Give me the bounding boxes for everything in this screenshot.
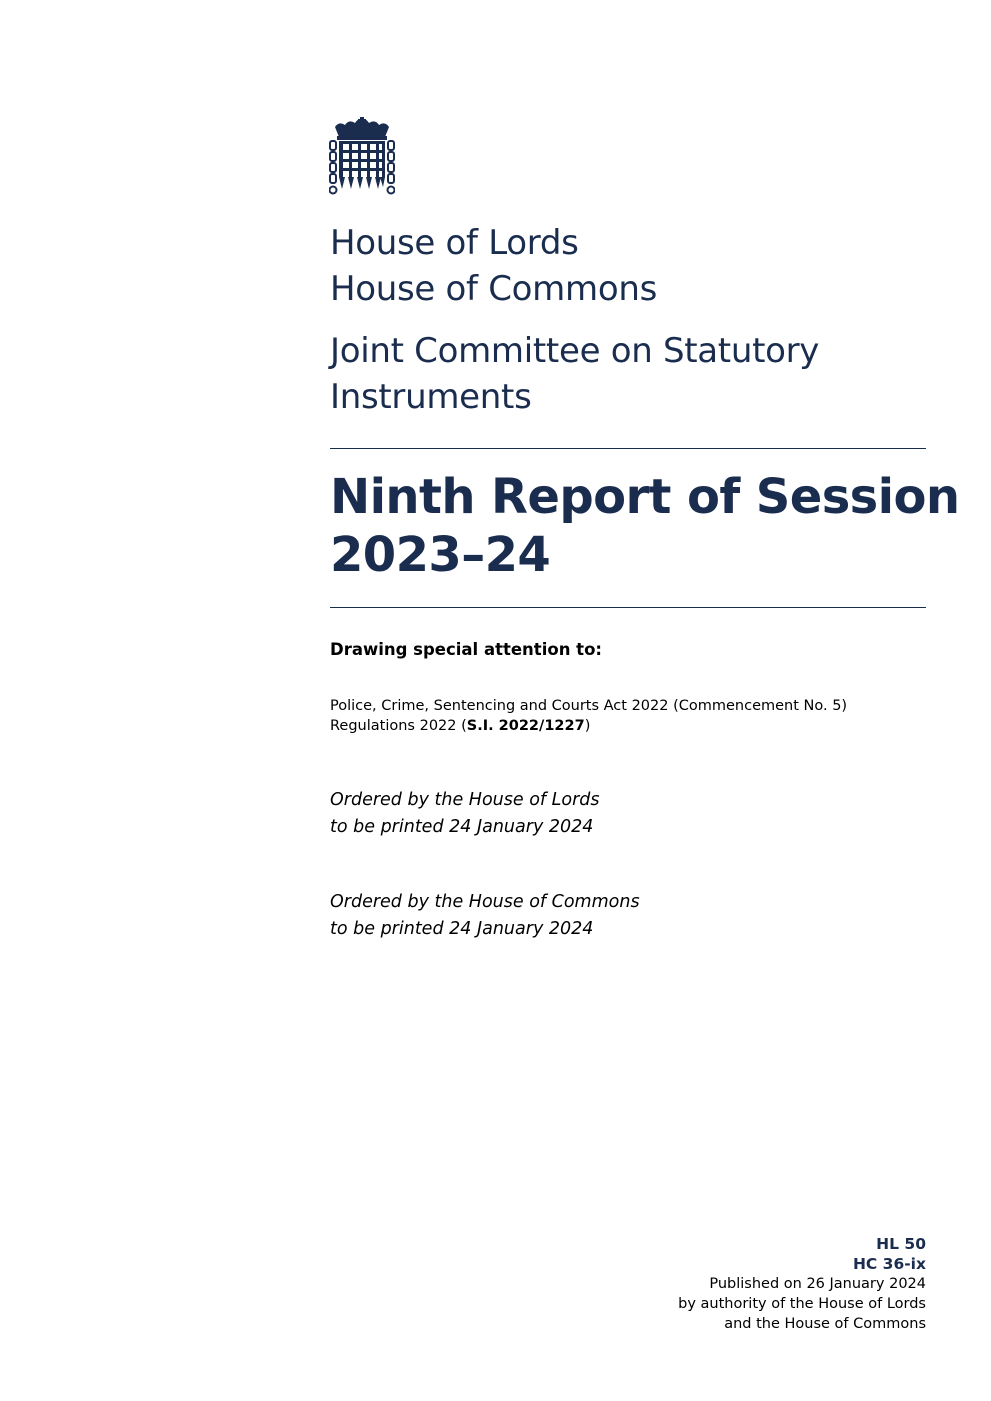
authority-line1: by authority of the House of Lords (678, 1296, 926, 1312)
attention-heading: Drawing special attention to: (330, 640, 603, 659)
house-of-commons-heading: House of Commons (330, 269, 657, 309)
published-date: Published on 26 January 2024 (709, 1276, 926, 1292)
house-of-lords-heading: House of Lords (330, 223, 579, 263)
lords-order-line1: Ordered by the House of Lords (330, 790, 600, 810)
committee-name-line2: Instruments (330, 377, 532, 417)
attention-item-prefix: Regulations 2022 ( (330, 718, 467, 734)
publication-footer (678, 1234, 926, 1334)
top-divider (330, 448, 926, 449)
attention-item-line2 (330, 716, 930, 736)
commons-order (330, 889, 640, 943)
bottom-divider (330, 607, 926, 608)
portcullis-logo-icon (329, 117, 395, 196)
committee-name-line1: Joint Committee on Statutory (330, 331, 820, 371)
lords-order (330, 787, 600, 841)
report-title (330, 468, 959, 584)
commons-order-line1: Ordered by the House of Commons (330, 892, 640, 912)
attention-item-line1: Police, Crime, Sentencing and Courts Act 2022 (Commencement No. 5) (330, 698, 848, 714)
hl-number: HL 50 (876, 1235, 926, 1253)
authority-line2: and the House of Commons (724, 1316, 926, 1332)
report-title-line1: Ninth Report of Session (330, 469, 960, 525)
commons-order-line2: to be printed 24 January 2024 (330, 919, 594, 939)
attention-item-suffix: ) (584, 718, 591, 734)
attention-item (330, 696, 930, 736)
si-number: S.I. 2022/1227 (466, 718, 585, 734)
hc-number: HC 36-ix (852, 1255, 926, 1273)
report-title-line2: 2023–24 (330, 527, 551, 583)
lords-order-line2: to be printed 24 January 2024 (330, 817, 594, 837)
